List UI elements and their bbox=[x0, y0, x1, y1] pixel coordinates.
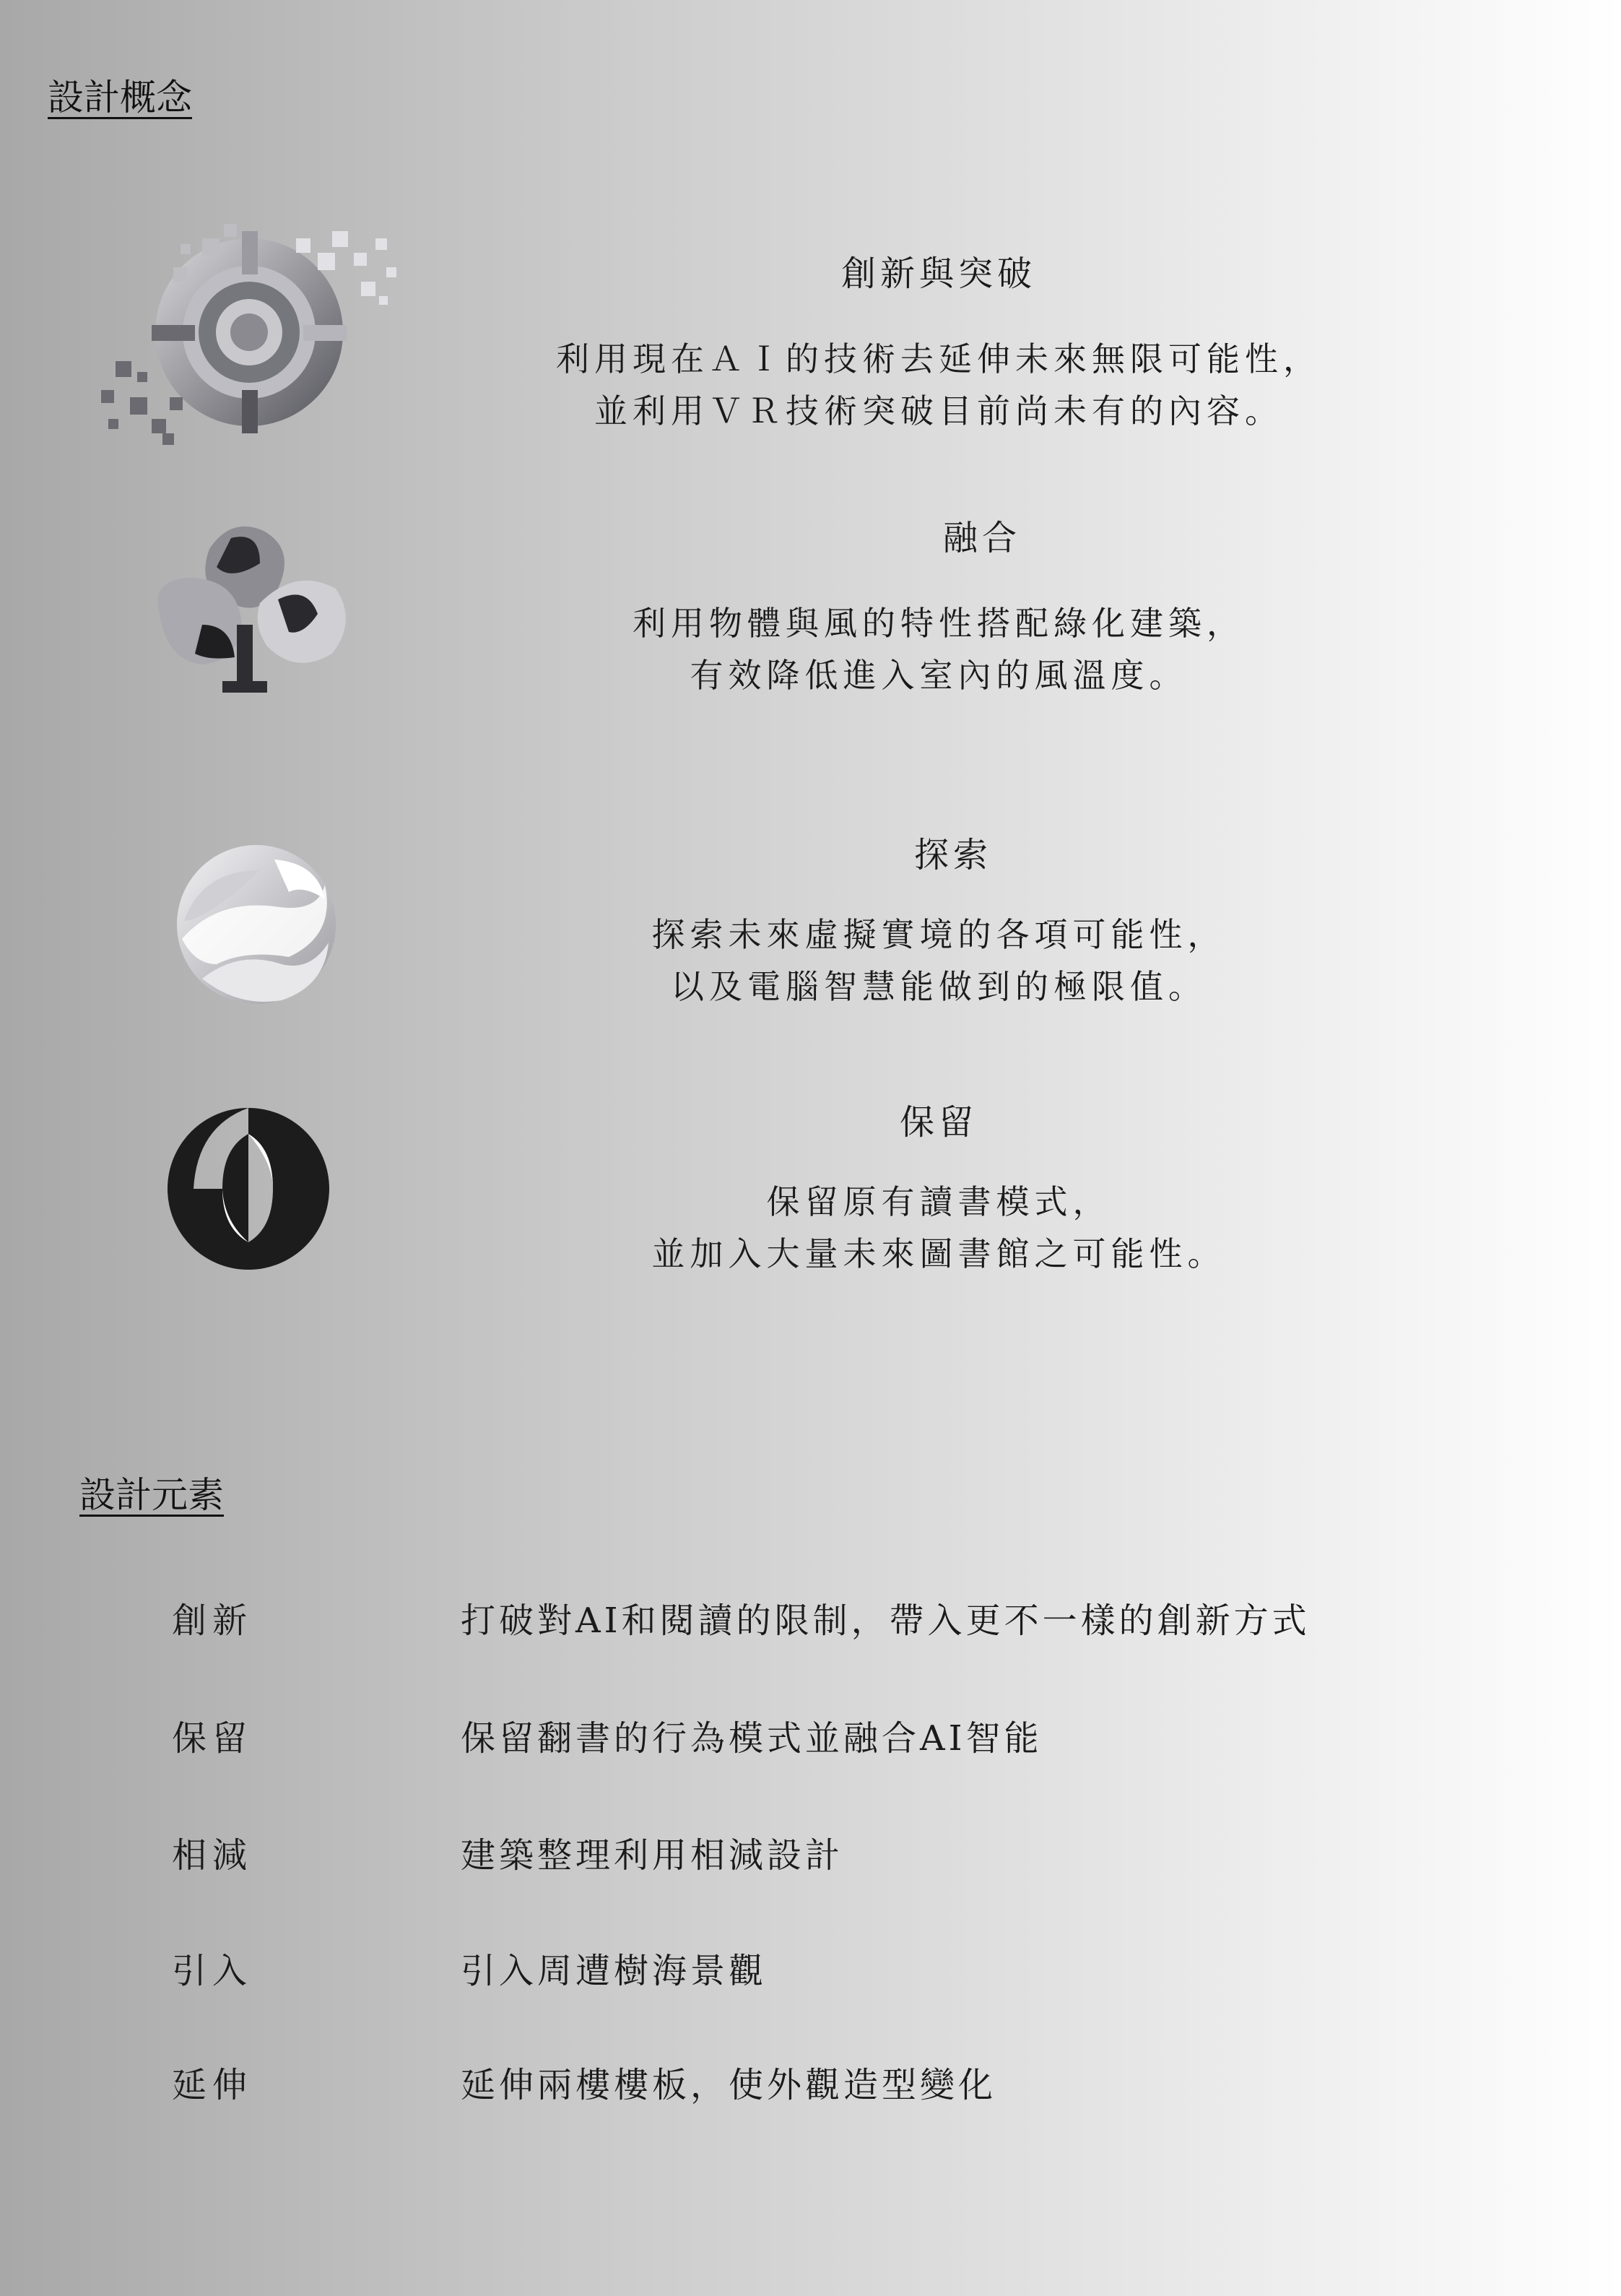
element-desc: 引入周遭樹海景觀 bbox=[461, 1951, 768, 1991]
concept-title: 保留 bbox=[899, 1102, 978, 1143]
element-row bbox=[0, 1593, 1621, 1650]
concept-body-line: 並利用ＶＲ技術突破目前尚未有的內容。 bbox=[594, 391, 1283, 430]
element-row bbox=[0, 2057, 1621, 2115]
concept-body-line: 以及電腦智慧能做到的極限值。 bbox=[671, 967, 1207, 1006]
concept-card bbox=[505, 246, 1372, 437]
concept-title: 融合 bbox=[942, 518, 1021, 558]
concept-title: 創新與突破 bbox=[840, 254, 1036, 294]
element-name: 延伸 bbox=[172, 2065, 253, 2105]
element-row bbox=[0, 1943, 1621, 2001]
element-desc: 建築整理利用相減設計 bbox=[461, 1835, 844, 1876]
swirl-sphere-icon bbox=[173, 841, 339, 1008]
element-name: 引入 bbox=[172, 1951, 253, 1991]
element-desc: 保留翻書的行為模式並融合AI智能 bbox=[461, 1718, 1043, 1759]
concept-body-line: 有效降低進入室內的風溫度。 bbox=[690, 656, 1188, 695]
concept-body-line: 並加入大量未來圖書館之可能性。 bbox=[651, 1234, 1226, 1273]
concept-card bbox=[505, 510, 1372, 701]
element-row bbox=[0, 1827, 1621, 1885]
elements-heading: 設計元素 bbox=[79, 1474, 224, 1516]
concept-title: 探索 bbox=[913, 835, 992, 875]
concept-card bbox=[505, 827, 1372, 1013]
element-desc: 打破對AI和閱讀的限制，帶入更不一樣的創新方式 bbox=[461, 1600, 1311, 1641]
pixel-target-icon bbox=[101, 224, 404, 448]
element-name: 保留 bbox=[172, 1718, 253, 1759]
concept-body-line: 利用物體與風的特性搭配綠化建築， bbox=[633, 604, 1245, 643]
clover-fan-icon bbox=[152, 516, 354, 711]
concept-card bbox=[505, 1094, 1372, 1280]
concepts-heading: 設計概念 bbox=[48, 77, 192, 118]
concept-body-line: 保留原有讀書模式， bbox=[766, 1182, 1111, 1221]
element-row bbox=[0, 1710, 1621, 1768]
element-desc: 延伸兩樓樓板，使外觀造型變化 bbox=[461, 2065, 997, 2105]
concept-body-line: 探索未來虛擬實境的各項可能性， bbox=[651, 915, 1226, 954]
element-name: 相減 bbox=[172, 1835, 253, 1876]
element-name: 創新 bbox=[172, 1600, 253, 1641]
split-circle-icon bbox=[165, 1105, 332, 1273]
concept-body-line: 利用現在ＡＩ的技術去延伸未來無限可能性， bbox=[556, 339, 1321, 378]
